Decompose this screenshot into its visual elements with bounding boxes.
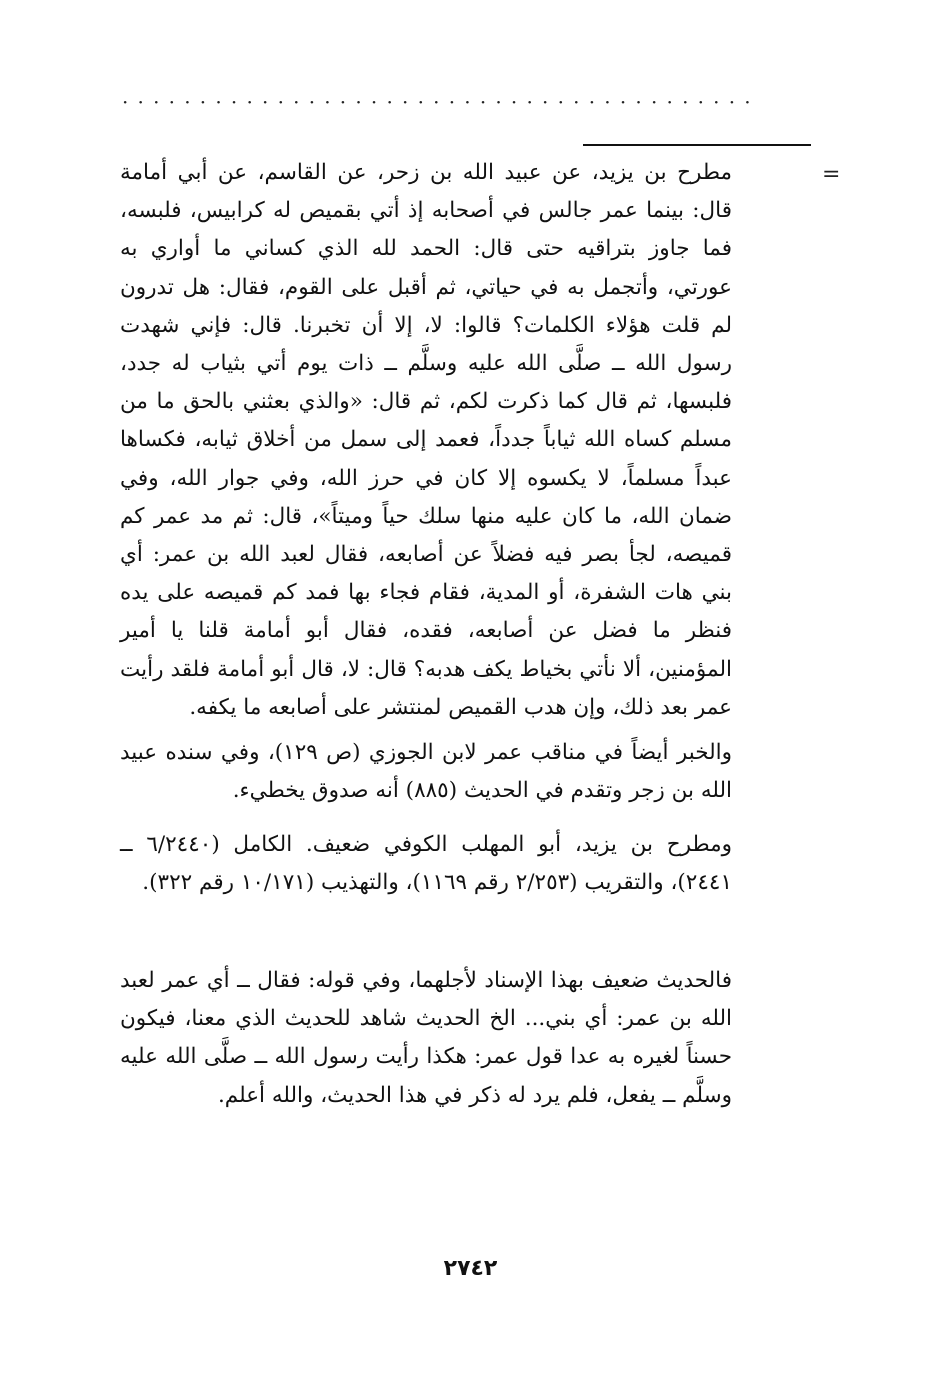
footnote-rule: [583, 144, 811, 146]
paragraph-text: مطرح بن يزيد، عن عبيد الله بن زحر، عن القاسم، عن أبي أمامة قال: بينما عمر جالس في أصحابه إذ أتي بقميص له كرابيس، فلبسه، فما جاوز بتراقيه حتى قال: الحمد لله الذي كساني ما أواري به عورتي، وأتجمل به في حياتي، ثم أقبل على القوم، فقال: هل تدرون لم قلت هؤلاء الكلمات؟ قالوا: لا، إلا أن تخبرنا. قال: فإني شهدت رسول الله ــ صلَّى الله عليه وسلَّم ــ ذات يوم أتي بثياب له جدد، فلبسها، ثم قال كما ذكرت لكم، ثم قال: «والذي بعثني بالحق ما من مسلم كساه الله ثياباً جدداً، فعمد إلى سمل من أخلاق ثيابه، فكساها عبداً مسلماً، لا يكسوه إلا كان في حرز الله، وفي جوار الله، وفي ضمان الله، ما كان عليه منها سلك حياً وميتاً»، قال: ثم مد عمر كم قميصه، لجأ بصر فيه فضلاً عن أصابعه، فقال لعبد الله بن عمر: أي بني هات الشفرة، أو المدية، فقام فجاء بها فمد كم قميصه على يده فنظر ما فضل عن أصابعه، فقده، فقال أبو أمامة قلنا يا أمير المؤمنين، ألا نأتي بخياط يكف هدبه؟ قال: لا، قال أبو أمامة فلقد رأيت عمر بعد ذلك، وإن هدب القميص لمنتشر على أصابعه ما يكفه.: [120, 160, 732, 720]
page-number: ٢٧٤٢: [443, 1256, 498, 1281]
dotted-separator: ·········································: [122, 92, 760, 112]
paragraph-text: والخبر أيضاً في مناقب عمر لابن الجوزي (ص ١٢٩)، وفي سنده عبيد الله بن زجر وتقدم في الحديث (٨٨٥) أنه صدوق يخطيء.: [120, 740, 732, 804]
paragraph-text: فالحديث ضعيف بهذا الإسناد لأجلهما، وفي قوله: فقال ــ أي عمر لعبد الله بن عمر: أي بني... الخ الحديث شاهد للحديث الذي معنا، فيكون حسناً لغيره به عدا قول عمر: هكذا رأيت رسول الله ــ صلَّى الله عليه وسلَّم ــ يفعل، فلم يرد له ذكر في هذا الحديث، والله أعلم.: [120, 968, 732, 1108]
paragraph-hadith-text: [120, 154, 732, 727]
paragraph-mutrih: [120, 826, 732, 902]
paragraph-ibn-jawzi: [120, 734, 732, 810]
paragraph-text: ومطرح بن يزيد، أبو المهلب الكوفي ضعيف. الكامل (٦/٢٤٤٠ ــ ٢٤٤١)، والتقريب (٢/٢٥٣ رقم ١١٦٩)، والتهذيب (١٠/١٧١ رقم ٣٢٢).: [120, 832, 732, 896]
paragraph-conclusion: [120, 962, 732, 1115]
margin-marker: =: [822, 162, 841, 187]
